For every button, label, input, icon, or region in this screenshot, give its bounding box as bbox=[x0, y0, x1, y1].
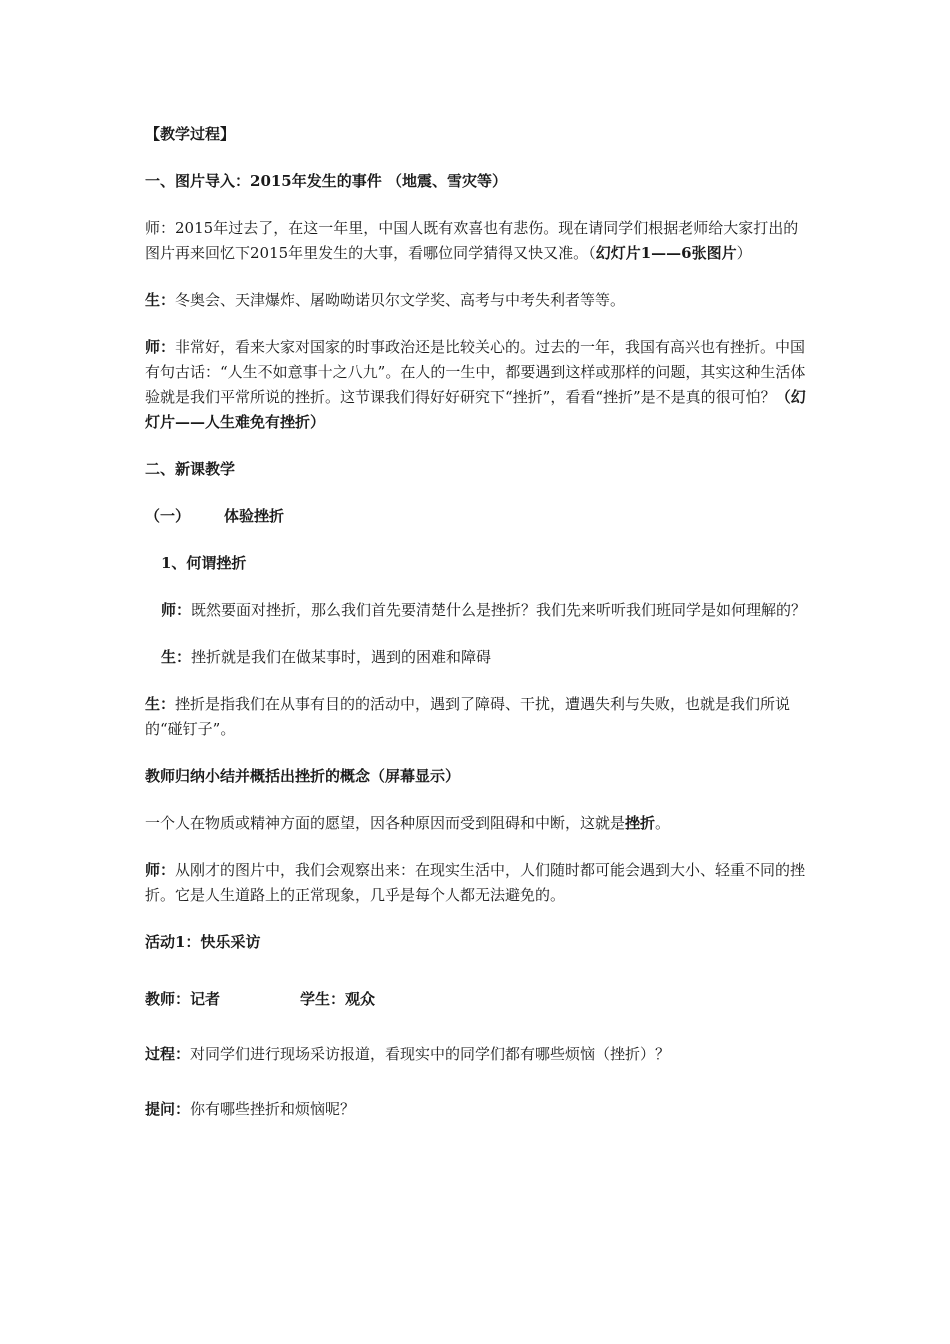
speaker-teacher: 师： bbox=[145, 338, 176, 356]
teacher-text: 从刚才的图片中，我们会观察出来：在现实生活中，人们随时都可能会遇到大小、轻重不同的挫折。它是人生道路上的正常现象，几乎是每个人都无法避免的。 bbox=[145, 861, 806, 904]
sub-title: 体验挫折 bbox=[224, 507, 285, 525]
activity-roles bbox=[145, 987, 810, 1012]
paragraph-teacher-response bbox=[145, 335, 810, 435]
question-text: 你有哪些挫折和烦恼呢？ bbox=[190, 1100, 356, 1118]
teacher-text: 非常好，看来大家对国家的时事政治还是比较关心的。过去的一年，我国有高兴也有挫折。中国有句古话：“人生不如意事十之八九”。在人的一生中，都要遇到这样或那样的问题，其实这种生活体验就是我们平常所说的挫折。这节课我们得好好研究下“挫折”，看看“挫折”是不是真的很可怕？ bbox=[145, 338, 806, 406]
speaker-teacher: 师： bbox=[145, 861, 176, 879]
speaker-student: 生： bbox=[161, 648, 192, 666]
paragraph-teacher-explain bbox=[145, 858, 810, 908]
heading-new-lesson: 二、新课教学 bbox=[145, 460, 236, 478]
process-label: 过程： bbox=[145, 1045, 191, 1063]
heading-picture-intro: 一、图片导入：2015年发生的事件 （地震、雪灾等） bbox=[145, 172, 507, 190]
section-title: 【教学过程】 bbox=[145, 125, 236, 143]
slide-reference: 幻灯片1——6张图片 bbox=[595, 244, 737, 262]
teacher-text: 既然要面对挫折，那么我们首先要清楚什么是挫折？我们先来听听我们班同学是如何理解的？ bbox=[191, 601, 807, 619]
heading-activity: 活动1：快乐采访 bbox=[145, 933, 261, 951]
definition-end: 。 bbox=[655, 814, 671, 832]
paren-open: （ bbox=[588, 244, 596, 262]
paragraph-teacher-intro bbox=[145, 216, 810, 266]
speaker-student: 生： bbox=[145, 695, 176, 713]
paren-close: ） bbox=[736, 244, 752, 262]
question-label: 提问： bbox=[145, 1100, 191, 1118]
student-role: 学生：观众 bbox=[300, 990, 376, 1008]
student-text: 挫折就是我们在做某事时，遇到的困难和障碍 bbox=[191, 648, 492, 666]
slide-reference: （幻灯片——人生难免有挫折） bbox=[145, 388, 806, 431]
teacher-role: 教师：记者 bbox=[145, 990, 221, 1008]
process-text: 对同学们进行现场采访报道，看现实中的同学们都有哪些烦恼（挫折）？ bbox=[190, 1045, 671, 1063]
sub-number: （一） bbox=[145, 507, 191, 525]
heading-teacher-summary: 教师归纳小结并概括出挫折的概念（屏幕显示） bbox=[145, 767, 461, 785]
paragraph-student-answer-1 bbox=[145, 645, 810, 670]
speaker-teacher: 师： bbox=[161, 601, 192, 619]
activity-question bbox=[145, 1097, 810, 1122]
teacher-text: 2015年过去了，在这一年里，中国人既有欢喜也有悲伤。现在请同学们根据老师给大家打出的图片再来回忆下2015年里发生的大事，看哪位同学猜得又快又准。 bbox=[145, 219, 799, 262]
paragraph-student-answer bbox=[145, 288, 810, 313]
paragraph-student-answer-2 bbox=[145, 692, 810, 742]
student-text: 冬奥会、天津爆炸、屠呦呦诺贝尔文学奖、高考与中考失利者等等。 bbox=[175, 291, 626, 309]
speaker-teacher: 师： bbox=[145, 219, 176, 237]
paragraph-teacher-question bbox=[145, 598, 810, 623]
item-what-is-frustration: 1、何谓挫折 bbox=[161, 554, 247, 572]
definition-term: 挫折 bbox=[625, 814, 656, 832]
document-page bbox=[145, 122, 810, 1122]
student-text: 挫折是指我们在从事有目的的活动中，遇到了障碍、干扰，遭遇失利与失败，也就是我们所说的“碰钉子”。 bbox=[145, 695, 791, 738]
subheading-experience bbox=[145, 504, 810, 529]
speaker-student: 生： bbox=[145, 291, 176, 309]
activity-process bbox=[145, 1042, 810, 1067]
paragraph-definition bbox=[145, 811, 810, 836]
definition-text: 一个人在物质或精神方面的愿望，因各种原因而受到阻碍和中断，这就是 bbox=[145, 814, 626, 832]
